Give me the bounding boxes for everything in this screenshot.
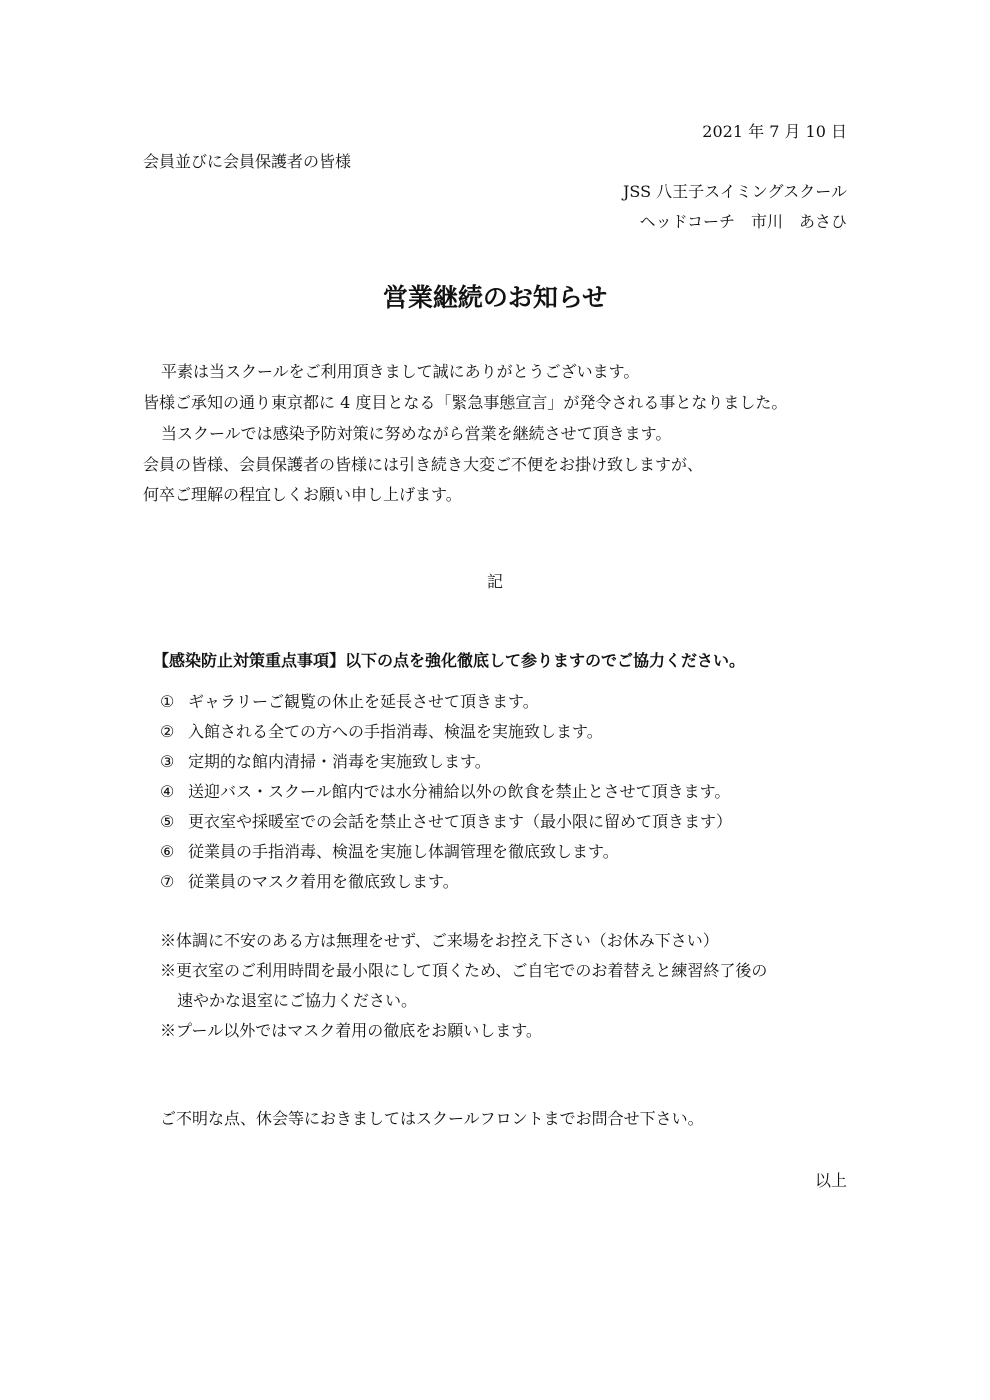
list-item-text: 更衣室や採暖室での会話を禁止させて頂きます（最小限に留めて頂きます）	[188, 812, 733, 831]
document-title: 営業継続のお知らせ	[382, 283, 608, 312]
recipient: 会員並びに会員保護者の皆様	[143, 152, 352, 171]
note-3: ※プール以外ではマスク着用の徹底をお願いします。	[160, 1021, 542, 1040]
body-paragraph-3: 当スクールでは感染予防対策に努めながら営業を継続させて頂きます。	[161, 424, 672, 443]
list-item-text: 入館される全ての方への手指消毒、検温を実施致します。	[188, 722, 603, 741]
list-item-number: ④	[160, 782, 175, 801]
list-item-number: ①	[160, 692, 175, 711]
list-item	[160, 781, 730, 803]
list-item-number: ⑤	[160, 812, 175, 831]
list-item-text: 定期的な館内清掃・消毒を実施致します。	[188, 752, 491, 771]
list-item-text: 送迎バス・スクール館内では水分補給以外の飲食を禁止とさせて頂きます。	[188, 782, 731, 801]
list-item-text: 従業員のマスク着用を徹底致します。	[188, 872, 459, 891]
list-item-number: ②	[160, 722, 175, 741]
closing-end: 以上	[814, 1171, 847, 1190]
sender-person: ヘッドコーチ 市川 あさひ	[639, 212, 847, 231]
body-paragraph-1: 平素は当スクールをご利用頂きまして誠にありがとうございます。	[161, 362, 640, 381]
list-item	[160, 751, 491, 773]
list-item-text: 従業員の手指消毒、検温を実施し体調管理を徹底致します。	[188, 842, 619, 861]
note-2-line-1: ※更衣室のご利用時間を最小限にして頂くため、ご自宅でのお着替えと練習終了後の	[160, 961, 768, 980]
document-date: 2021 年 7 月 10 日	[702, 122, 847, 141]
body-paragraph-5: 何卒ご理解の程宜しくお願い申し上げます。	[143, 485, 462, 504]
list-item-number: ③	[160, 752, 175, 771]
list-item	[160, 871, 459, 893]
list-item	[160, 691, 539, 713]
list-item-number: ⑥	[160, 842, 175, 861]
list-item	[160, 811, 732, 833]
sender-organization: JSS 八王子スイミングスクール	[622, 182, 847, 201]
body-paragraph-2: 皆様ご承知の通り東京都に 4 度目となる「緊急事態宣言」が発令される事となりました。	[143, 393, 788, 412]
body-paragraph-4: 会員の皆様、会員保護者の皆様には引き続き大変ご不便をお掛け致しますが、	[143, 455, 704, 474]
measures-heading-text: 以下の点を強化徹底して参りますのでご協力ください。	[345, 651, 746, 670]
list-item	[160, 841, 619, 863]
list-item-text: ギャラリーご観覧の休止を延長させて頂きます。	[188, 692, 539, 711]
inquiry-text: ご不明な点、休会等におきましてはスクールフロントまでお問合せ下さい。	[160, 1109, 704, 1128]
measures-heading-bracket: 【感染防止対策重点事項】	[153, 651, 346, 670]
note-1: ※体調に不安のある方は無理をせず、ご来場をお控え下さい（お休み下さい）	[160, 931, 719, 950]
measures-heading	[153, 650, 745, 672]
list-item	[160, 721, 603, 743]
note-2-line-2: 速やかな退室にご協力ください。	[177, 991, 418, 1010]
ki-marker: 記	[486, 572, 503, 591]
list-item-number: ⑦	[160, 872, 175, 891]
